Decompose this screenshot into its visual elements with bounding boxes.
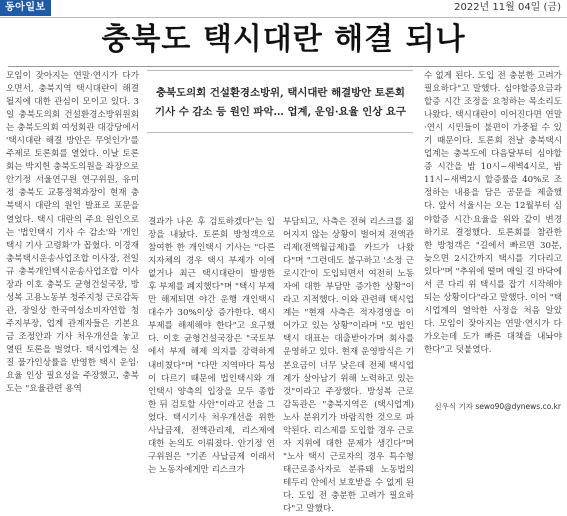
subhead-rule-top bbox=[147, 70, 413, 71]
column-4-text: 수 없게 된다. 도입 전 충분한 고려가 필요하다"고 말했다. 심야할증요금과 할증 시간 조정을 요청하는 목소리도 나왔다. 택시대란이 이어진다면 연말·연시 시민들이 불편이 가중될 수 있기 때문이다. 토론회 전날 충북택시업계는 충북도에 다음달부터 심야할증 시간을 밤 10시~새벽4시로, 밤 11시~새벽2시 할증률을 40%로 조정하는 내용을 담은 공문을 제출했다. 앞서 서울시는 오는 12월부터 심야할증 시간·요율을 위와 같이 변경하기로 결정했다. 토론회를 참관한 한 방청객은 "길에서 빠르면 30분, 늦으면 2시간까지 택시를 기다리고 있다"며 "추위에 떨며 매일 길 바닥에서 큰 다리 위 택시를 잡기 시작해야 되는 상황이다"라고 말했다. 이어 "택시업계의 열악한 사정을 처음 알았다. 모임이 잦아지는 연말·연시가 다가오는데 도가 빠른 대책을 내놔야 한다"고 덧붙였다. bbox=[424, 71, 562, 355]
top-divider bbox=[0, 17, 567, 18]
article-column-4 bbox=[424, 70, 562, 400]
publication-date: 2022년 11월 04일 (금) bbox=[454, 2, 561, 13]
article-column-1 bbox=[6, 70, 139, 415]
article-column-3 bbox=[283, 216, 414, 515]
headline-divider bbox=[8, 66, 559, 67]
blank-area bbox=[148, 138, 413, 210]
article-subhead bbox=[148, 84, 413, 122]
column-2-text: 결과가 나온 후 검토하겠다"는 입장을 내놨다. 토론회 방청객으로 참여한 한 개인택시 기사는 "다른 지자체의 경우 택시 부제가 이에 없거나 최근 택시대란이 발생한 후 부제를 폐지했다"며 "택시 부제만 해제되면 야간 운행 개인택시 대수가 30%이상 증가한다. 택시부제를 해제해야 한다"고 요구했다. 이호 균형건설국장은 "국토부에서 부제 해제 의지를 강력하게 내비쳤다"며 "다만 지역마다 특성이 다르기 때문에 법인택시와 개인택시 양측의 입장을 모두 종합한 뒤 검토할 사안"이라고 선을 그었다. 택시기사 처우개선을 위한 사납금제, 전액관리제, 리스제에 대한 논의도 이뤄졌다. 안기정 연구위원은 "기존 사납금제 이래서는 노동자에게만 리스크가 bbox=[148, 217, 275, 475]
article-column-2 bbox=[148, 216, 275, 475]
article-headline: 충북도 택시대란 해결 되나 bbox=[101, 22, 466, 57]
subhead-line-2: 기사 수 감소 등 원인 파악… 업계, 운임·요율 인상 요구 bbox=[155, 106, 406, 118]
column-3-text: 부담되고, 사측은 전혀 리스크를 짊어지지 않는 상황이 벌어져 전액관리제(전액월급제)를 카드가 나왔다"며 "그런데도 불구하고 '소정 근로시간'이 도입되면서 여전히 노동자에 대한 부담만 증가한 상황"이라고 지적했다. 이와 관련해 택시업계는 "현재 사측은 적자경영을 이어가고 있는 상황"이라며 "모 법인택시 대표는 대출받아가며 회사를 운영하고 있다. 현재 운영방식은 기본요금이 너무 낮은데 전체 택시업계가 살아남기 위해 노력하고 있는 것"이라고 주장했다. 방성복 근로감독관은 "충북지역은 (택시업계)노사 분위기가 바람직한 것으로 파악된다. 리스제를 도입할 경우 근로자 지위에 대한 문제가 생긴다"며 "노사 택시 근로자의 경우 특수형태근로종사자로 분류돼 노동법의 테두리 안에서 보호받을 수 없게 된다. 도입 전 충분한 고려가 필요하다"고 말했다. bbox=[283, 217, 414, 515]
subhead-line-1: 충북도의회 건설환경소방위, 택시대란 해결방안 토론회 bbox=[156, 87, 405, 99]
subhead-rule-bottom bbox=[147, 132, 413, 133]
byline: 신우식 기자 sewo90@dynews.co.kr bbox=[434, 402, 561, 411]
column-1-text: 모임이 잦아지는 연말·연시가 다가오면서, 충북지역 택시대란이 해결될지에 대한 관심이 모이고 있다. 3일 충북도의회 건설환경소방위원회는 충북도의회 여성회관 대강당에서 '택시대란 해결 방안은 무엇인가'를 주제로 토론회를 열었다. 이날 토론회는 박지헌 충북도의원을 좌장으로 안기정 서울연구원 연구위원, 유미정 충북도 교통정책과장이 현재 충북택시 대란의 원인 발표로 포문을 열었다. 택시 대란의 주요 원인으로는 '법인택시 기사 수 감소'와 '개인택시 기사 고령화'가 꼽혔다. 이경재 충북택시운송사업조합 이사장, 전일규 충북개인택시운송사업조합 이사장과 이호 충북도 균형건설국장, 방성복 고용노동부 청주지청 근로감독관, 장일상 한국여성소비자연합 청주지부장, 업계 관계자들은 기본요금 조정안과 기사 처우개선을 놓고 열띤 토론을 벌였다. 택시업계는 실질 물가인상률을 반영한 택시 운임·요율 인상 필요성을 주장했고, 충북도는 "요율관련 용역 bbox=[6, 71, 139, 395]
masthead bbox=[0, 0, 567, 16]
newspaper-logo: 동아일보 bbox=[0, 0, 51, 16]
